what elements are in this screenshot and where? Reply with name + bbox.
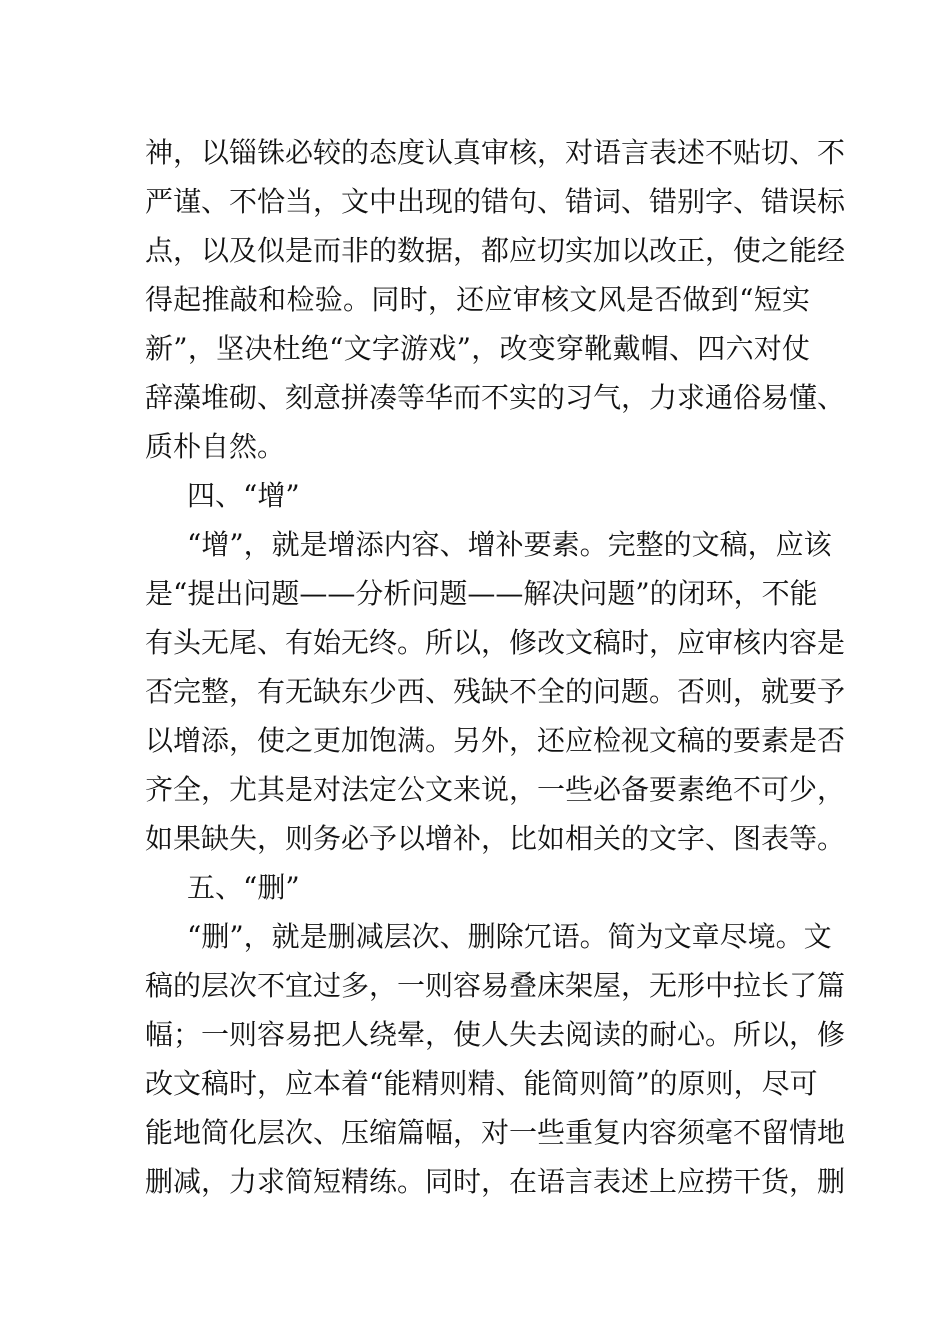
text-line-9: “增”，就是增添内容、增补要素。完整的文稿，应该 — [187, 528, 832, 561]
text-line-22: 删减，力求简短精练。同时，在语言表述上应捞干货，删 — [145, 1165, 846, 1198]
text-line-7: 质朴自然。 — [145, 430, 286, 463]
section-heading-5: 五、“删” — [187, 871, 300, 904]
text-line-21: 能地简化层次、压缩篇幅，对一些重复内容须毫不留情地 — [145, 1116, 846, 1149]
text-line-3: 点，以及似是而非的数据，都应切实加以改正，使之能经 — [145, 234, 846, 267]
text-line-14: 齐全，尤其是对法定公文来说，一些必备要素绝不可少， — [145, 773, 846, 806]
text-line-17: “删”，就是删减层次、删除冗语。简为文章尽境。文 — [187, 920, 832, 953]
text-line-19: 幅；一则容易把人绕晕，使人失去阅读的耐心。所以，修 — [145, 1018, 846, 1051]
text-line-1: 神，以锱铢必较的态度认真审核，对语言表述不贴切、不 — [145, 136, 846, 169]
text-line-18: 稿的层次不宜过多，一则容易叠床架屋，无形中拉长了篇 — [145, 969, 846, 1002]
text-line-12: 否完整，有无缺东少西、残缺不全的问题。否则，就要予 — [145, 675, 846, 708]
text-line-15: 如果缺失，则务必予以增补，比如相关的文字、图表等。 — [145, 822, 846, 855]
text-line-20: 改文稿时，应本着“能精则精、能简则简”的原则，尽可 — [145, 1067, 818, 1100]
text-line-5: 新”，坚决杜绝“文字游戏”，改变穿靴戴帽、四六对仗 — [145, 332, 810, 365]
text-line-10: 是“提出问题——分析问题——解决问题”的闭环，不能 — [145, 577, 818, 610]
text-line-13: 以增添，使之更加饱满。另外，还应检视文稿的要素是否 — [145, 724, 846, 757]
section-heading-4: 四、“增” — [187, 479, 300, 512]
text-line-4: 得起推敲和检验。同时，还应审核文风是否做到“短实 — [145, 283, 810, 316]
text-line-6: 辞藻堆砌、刻意拼凑等华而不实的习气，力求通俗易懂、 — [145, 381, 846, 414]
text-line-11: 有头无尾、有始无终。所以，修改文稿时，应审核内容是 — [145, 626, 846, 659]
text-line-2: 严谨、不恰当，文中出现的错句、错词、错别字、错误标 — [145, 185, 846, 218]
